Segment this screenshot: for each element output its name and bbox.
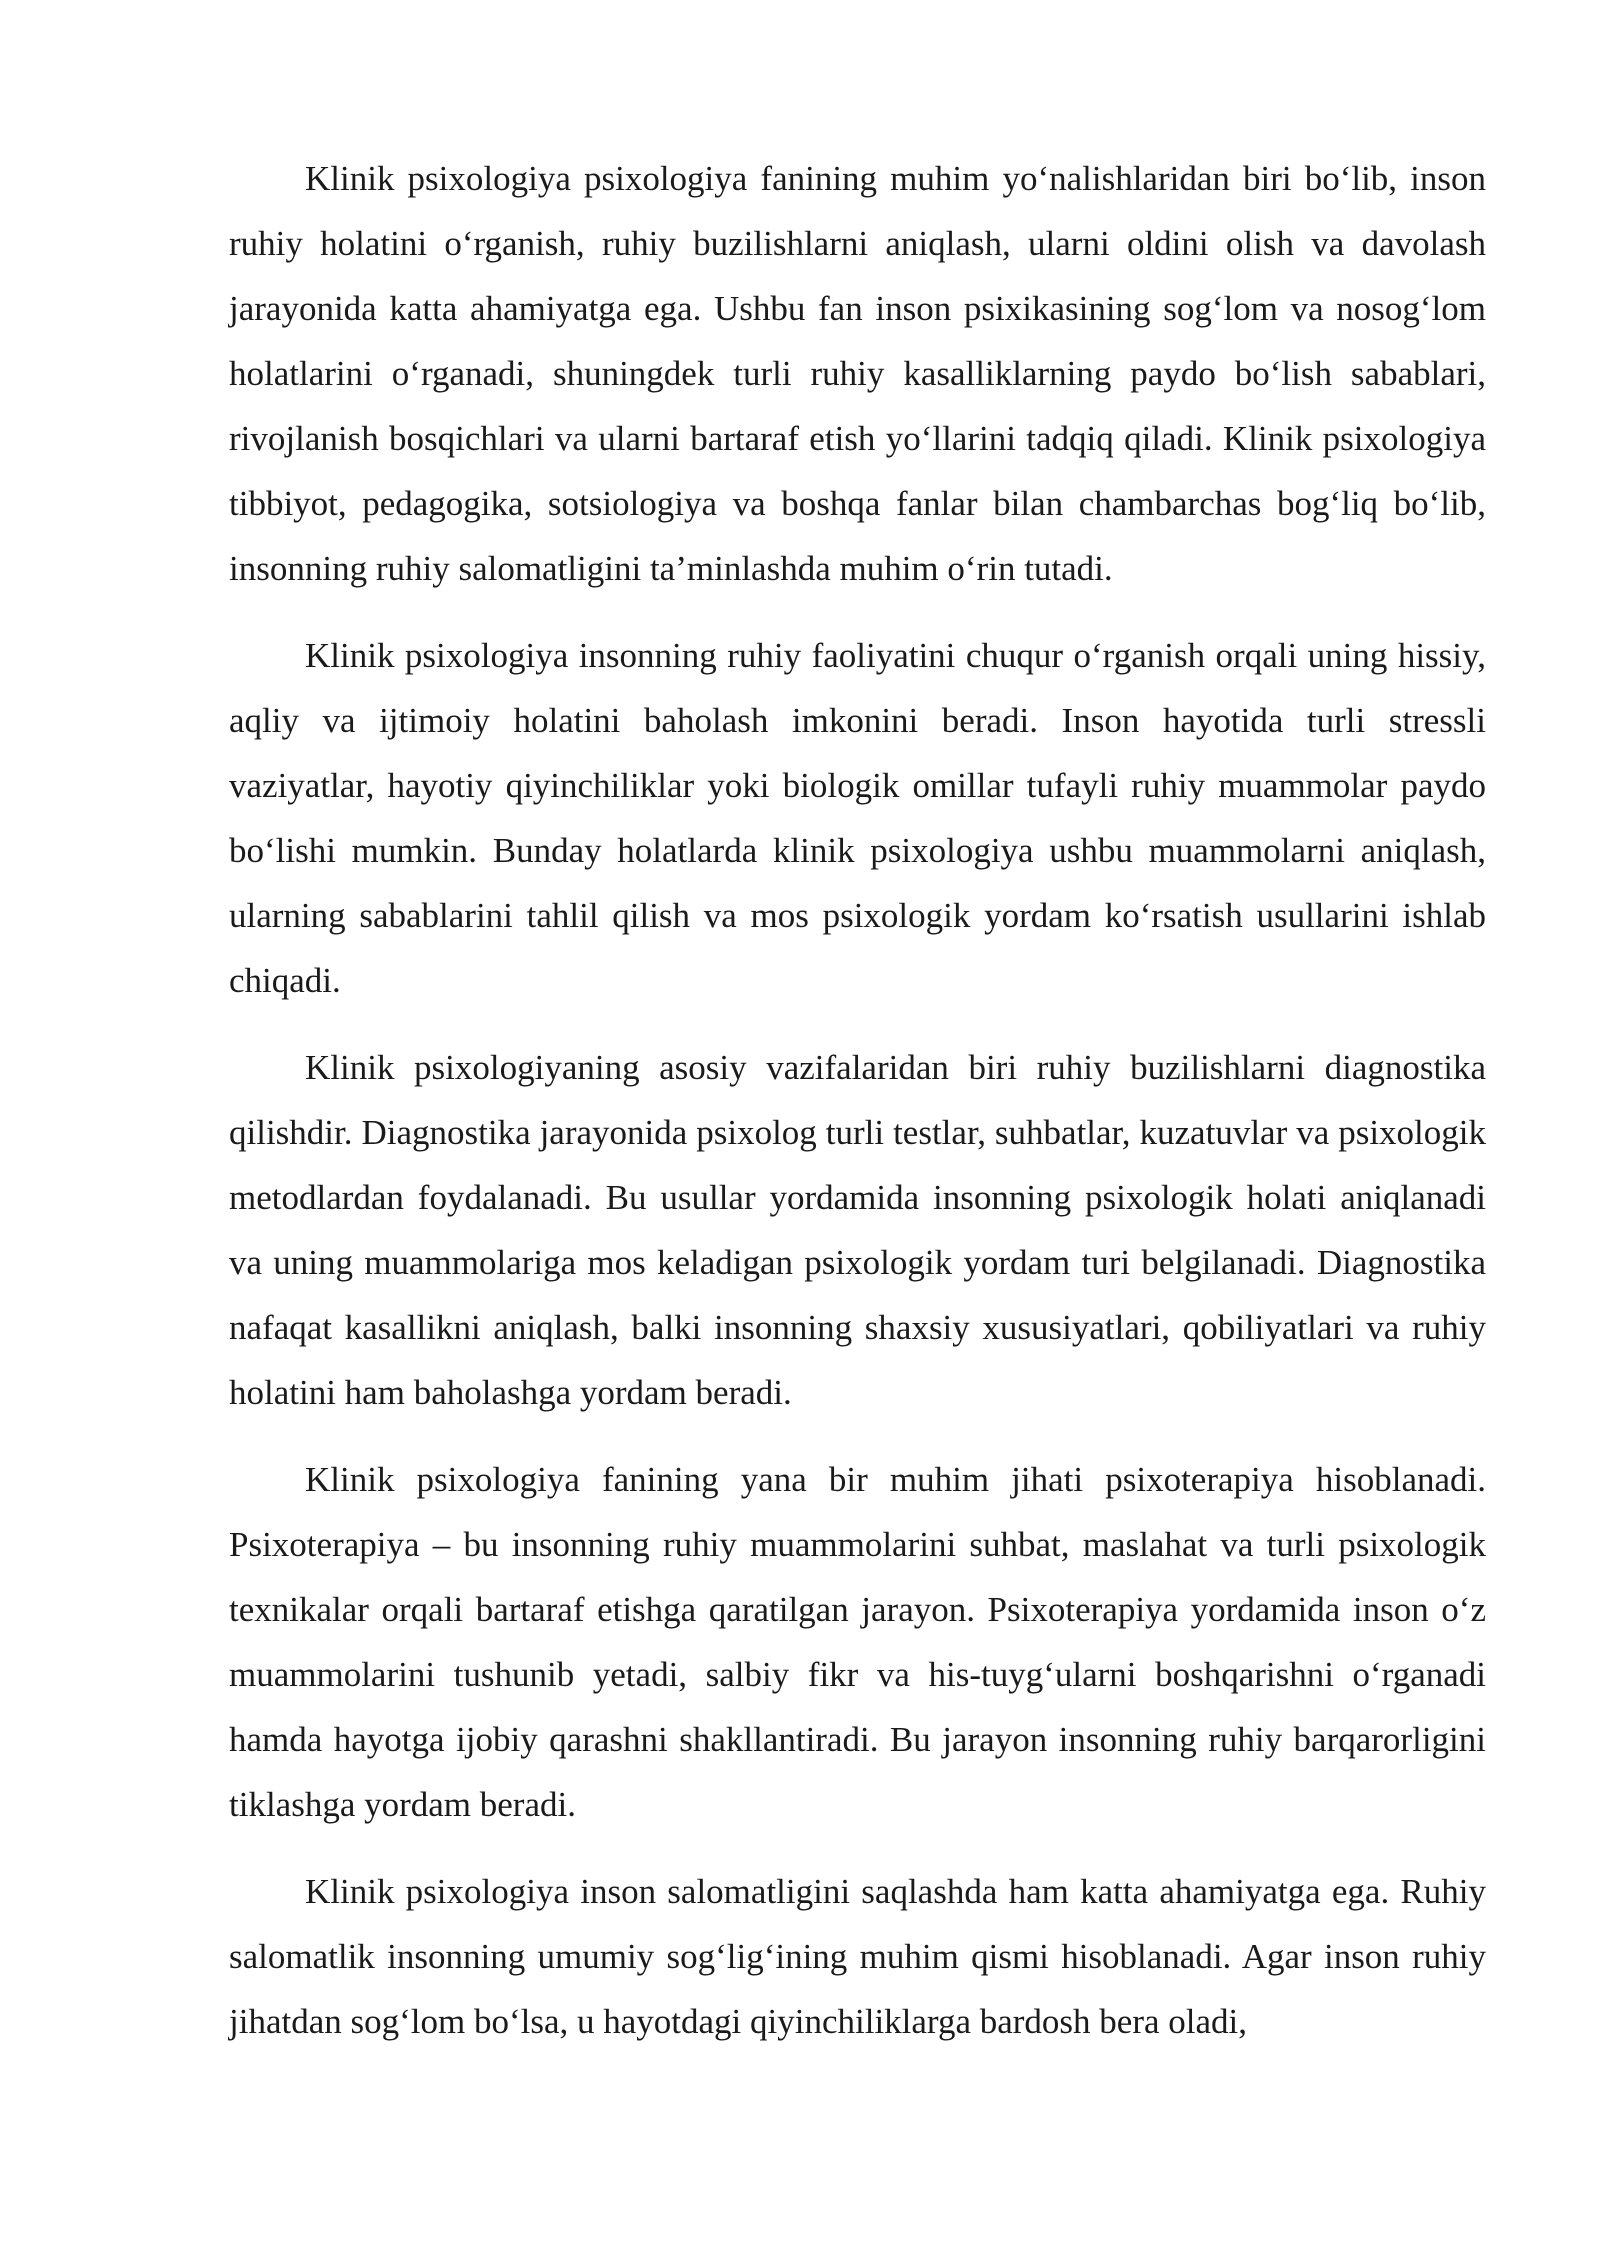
document-body: [229, 146, 1486, 2076]
paragraph: Klinik psixologiya fanining yana bir muhim jihati psixoterapiya hisoblanadi. Psixoterapiya – bu insonning ruhiy muammolarini suhbat, maslahat va turli psixologik texnikalar orqali bartaraf etishga qaratilgan jarayon. Psixoterapiya yordamida inson o‘z muammolarini tushunib yetadi, salbiy fikr va his-tuyg‘ularni boshqarishni o‘rganadi hamda hayotga ijobiy qarashni shakllantiradi. Bu jarayon insonning ruhiy barqarorligini tiklashga yordam beradi.: [229, 1460, 1486, 1824]
paragraph: Klinik psixologiya psixologiya fanining muhim yo‘nalishlaridan biri bo‘lib, inson ruhiy holatini o‘rganish, ruhiy buzilishlarni aniqlash, ularni oldini olish va davolash jarayonida katta ahamiyatga ega. Ushbu fan inson psixikasining sog‘lom va nosog‘lom holatlarini o‘rganadi, shuningdek turli ruhiy kasalliklarning paydo bo‘lish sabablari, rivojlanish bosqichlari va ularni bartaraf etish yo‘llarini tadqiq qiladi. Klinik psixologiya tibbiyot, pedagogika, sotsiologiya va boshqa fanlar bilan chambarchas bog‘liq bo‘lib, insonning ruhiy salomatligini ta’minlashda muhim o‘rin tutadi.: [229, 159, 1486, 588]
paragraph: Klinik psixologiya insonning ruhiy faoliyatini chuqur o‘rganish orqali uning hissiy, aqliy va ijtimoiy holatini baholash imkonini beradi. Inson hayotida turli stressli vaziyatlar, hayotiy qiyinchiliklar yoki biologik omillar tufayli ruhiy muammolar paydo bo‘lishi mumkin. Bunday holatlarda klinik psixologiya ushbu muammolarni aniqlash, ularning sabablarini tahlil qilish va mos psixologik yordam ko‘rsatish usullarini ishlab chiqadi.: [229, 636, 1486, 1000]
paragraph: Klinik psixologiyaning asosiy vazifalaridan biri ruhiy buzilishlarni diagnostika qilishdir. Diagnostika jarayonida psixolog turli testlar, suhbatlar, kuzatuvlar va psixologik metodlardan foydalanadi. Bu usullar yordamida insonning psixologik holati aniqlanadi va uning muammolariga mos keladigan psixologik yordam turi belgilanadi. Diagnostika nafaqat kasallikni aniqlash, balki insonning shaxsiy xususiyatlari, qobiliyatlari va ruhiy holatini ham baholashga yordam beradi.: [229, 1048, 1486, 1412]
paragraph: Klinik psixologiya inson salomatligini saqlashda ham katta ahamiyatga ega. Ruhiy salomatlik insonning umumiy sog‘lig‘ining muhim qismi hisoblanadi. Agar inson ruhiy jihatdan sog‘lom bo‘lsa, u hayotdagi qiyinchiliklarga bardosh bera oladi,: [229, 1872, 1486, 2041]
